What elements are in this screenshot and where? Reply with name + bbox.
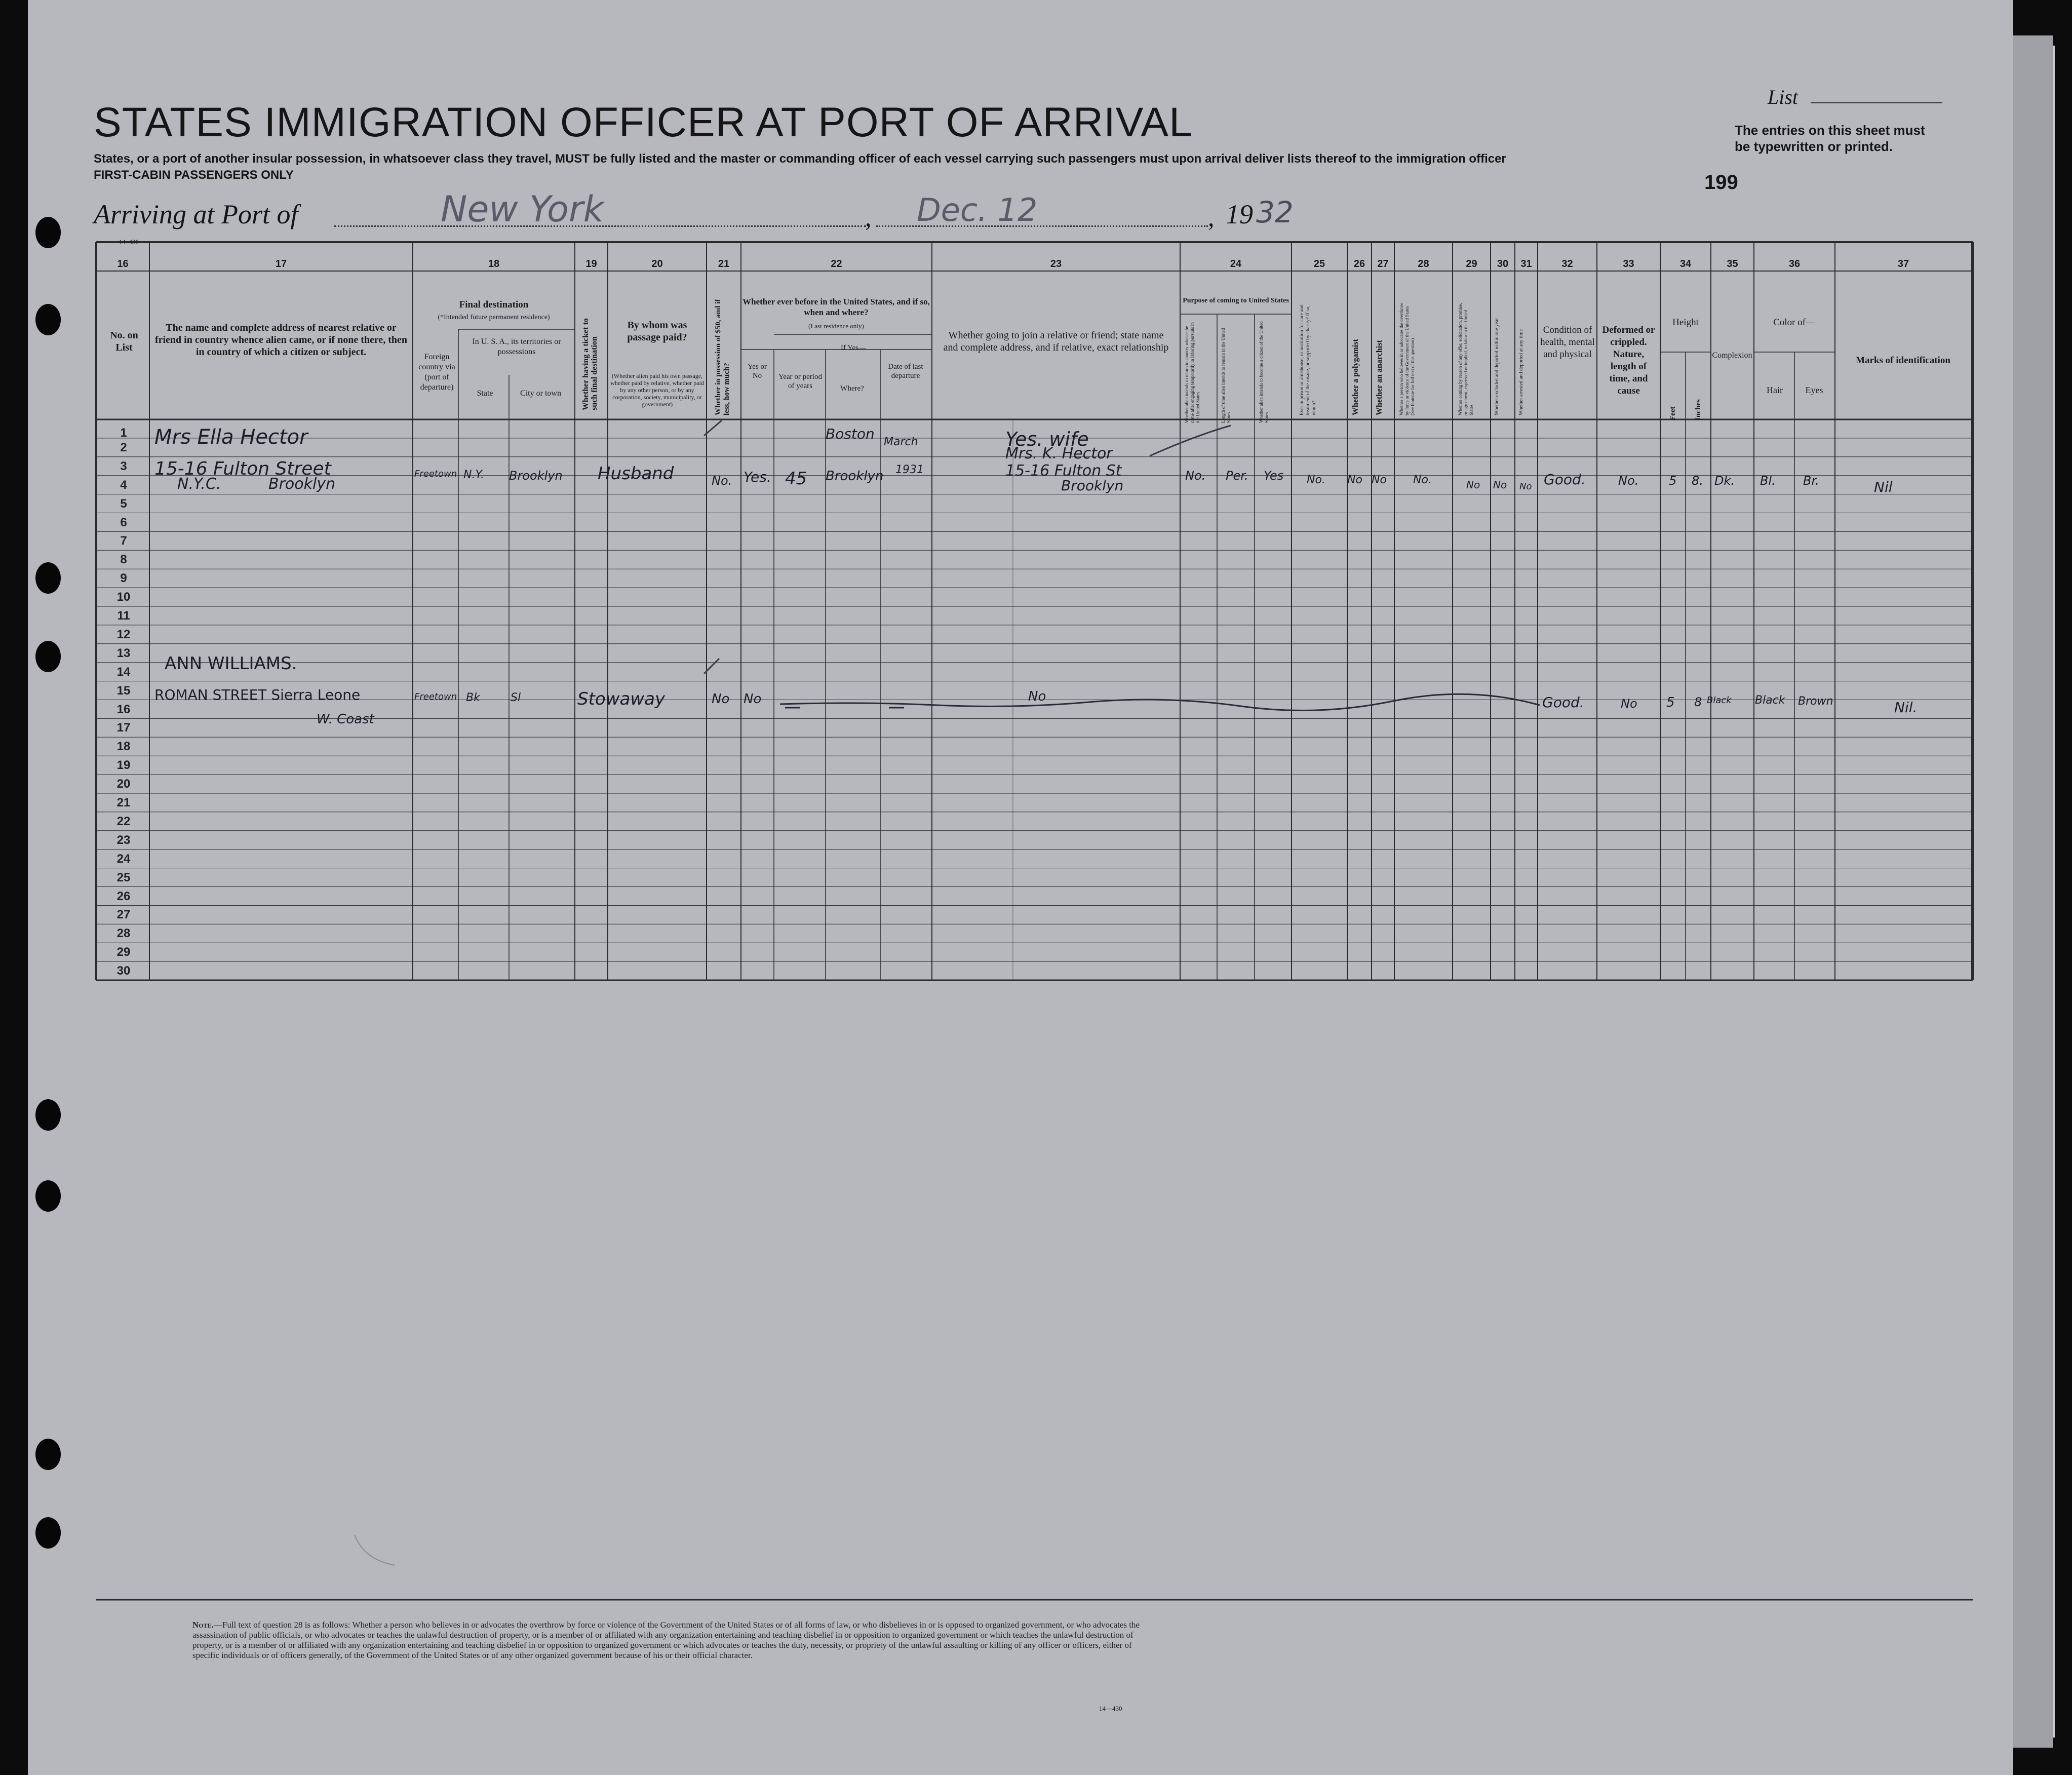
entry1-address: 15-16 Fulton Street	[154, 458, 331, 479]
entries-note-2: be typewritten or printed.	[1735, 139, 1893, 154]
entry1-where: Brooklyn	[826, 469, 884, 484]
column-number-17: 17	[275, 258, 287, 269]
header-state: State	[477, 389, 493, 398]
entry1-inches: 8.	[1692, 474, 1703, 488]
form-code-bottom: 14—430	[1099, 1705, 1122, 1712]
row-number: 23	[116, 833, 131, 847]
entry7-deformed: No	[1621, 697, 1637, 711]
entry1-c28: No.	[1413, 474, 1432, 486]
entry7-complexion: Black	[1707, 695, 1732, 706]
column-number-16: 16	[117, 258, 129, 269]
footnote-label: Note.	[192, 1620, 214, 1630]
header-hair: Hair	[1767, 385, 1783, 395]
header-arrested: Whether arrested and deported at any time	[1518, 329, 1524, 415]
row-number: 28	[116, 927, 131, 941]
entry1-c29: No	[1466, 479, 1480, 491]
entry7-paid-by: Stowaway	[577, 689, 666, 709]
header-height: Height	[1672, 317, 1699, 328]
entry7-inches: 8	[1694, 695, 1702, 709]
header-eyes: Eyes	[1805, 385, 1823, 395]
row-number: 4	[120, 478, 127, 492]
row-number: 20	[116, 777, 131, 791]
entry7-health: Good.	[1542, 694, 1584, 711]
column-number-36: 36	[1788, 258, 1801, 269]
header-excluded: Whether excluded and deported within one year	[1494, 318, 1500, 415]
column-number-24: 24	[1230, 258, 1242, 269]
row-number: 13	[116, 646, 131, 660]
entry1-join-2: Mrs. K. Hector	[1005, 445, 1113, 462]
column-number-23: 23	[1050, 258, 1062, 269]
header-ticket: Whether having a ticket to such final destination	[581, 318, 599, 410]
header-possession-50: Whether in possession of $50, and if less, how much?	[714, 299, 731, 415]
header-foreign-country: Foreign country via (port of departure)	[418, 353, 455, 392]
entry1-city: N.Y.C.	[177, 475, 221, 493]
arriving-label: Arriving at Port of	[94, 199, 298, 229]
header-join-relative: Whether going to join a relative or friend; state name and complete address, and if relative, exact relationship	[943, 330, 1169, 353]
entry1-where-top: Boston	[826, 426, 875, 442]
header-health: Condition of health, mental and physical	[1540, 325, 1595, 360]
header-no-on-list: No. on List	[110, 330, 138, 353]
entry1-c31: No	[1519, 481, 1532, 492]
header-passage-paid-note: (Whether alien paid his own passage, whether paid by relative, whether paid by any other person, or by any corporation, society, municipality, or government)	[610, 372, 704, 408]
entry1-c24b: Per.	[1226, 469, 1248, 483]
row-number: 6	[120, 515, 127, 529]
header-inches: Inches	[1694, 399, 1702, 420]
header-date-last-departure: Date of last departure	[888, 363, 923, 380]
header-deformed: Deformed or crippled. Nature, length of time, and cause	[1602, 325, 1655, 396]
entry1-c25: No.	[1307, 474, 1325, 486]
row-number: 15	[116, 683, 131, 698]
entries-note-1: The entries on this sheet must	[1735, 123, 1925, 138]
row-number: 24	[116, 852, 131, 866]
entry1-c24c: Yes	[1264, 469, 1284, 483]
row-number: 7	[120, 534, 127, 548]
row-number: 30	[116, 964, 131, 978]
row-number: 21	[116, 796, 131, 809]
row-number: 14	[116, 665, 131, 679]
port-handwritten: New York	[441, 188, 604, 230]
entry7-feet: 5	[1666, 695, 1675, 710]
entry1-c27: No	[1372, 474, 1387, 486]
header-purpose-return: Whether alien intends to return to country whence he came after engaging temporarily in laboring pursuits in the United States	[1184, 322, 1200, 423]
header-purpose-length: Length of time alien intends to remain in the United States	[1221, 328, 1231, 423]
entry1-years: 45	[785, 469, 807, 489]
column-number-31: 31	[1520, 258, 1532, 269]
row-number: 26	[116, 889, 131, 903]
header-prison: Ever in prison or almshouse, or institution for care and treatment of the insane, or supported by charity? If so, which?	[1299, 304, 1317, 415]
page-title: STATES IMMIGRATION OFFICER AT PORT OF ARRIVAL	[94, 99, 1193, 145]
entry1-foreign: Freetown	[414, 469, 457, 479]
entry1-c26: No	[1347, 474, 1362, 486]
header-city: City or town	[520, 389, 561, 398]
column-number-28: 28	[1418, 258, 1429, 269]
header-complexion: Complexion	[1712, 351, 1752, 360]
row-number: 3	[120, 459, 127, 473]
entry1-hair: Bl.	[1760, 474, 1776, 488]
header-nearest-relative: The name and complete address of nearest relative or friend in country whence alien came, or if none there, then in country of which a citizen or subject.	[154, 322, 408, 358]
entry7-eyes: Brown	[1798, 695, 1833, 708]
footnote	[192, 1620, 1155, 1661]
entry1-yes-no: Yes.	[744, 469, 771, 485]
entry1-name: Mrs Ella Hector	[154, 426, 308, 449]
header-before-in-us: Whether ever before in the United States, and if so, when and where?	[742, 297, 930, 317]
entry7-address: ROMAN STREET Sierra Leone	[154, 686, 361, 703]
sheet-number: 199	[1704, 171, 1738, 194]
row-number: 1	[120, 426, 127, 440]
row-number: 29	[116, 945, 131, 959]
header-final-destination-note: (*Intended future permanent residence)	[438, 314, 550, 321]
row-number: 8	[120, 553, 127, 567]
column-number-30: 30	[1497, 258, 1509, 269]
entry7-foreign: Freetown	[414, 691, 457, 702]
header-last-residence: (Last residence only)	[808, 322, 864, 330]
header-labor-offer: Whether coming by reason of any offer, solicitation, promise, or agreement, expressed or implied, to labor in the United States	[1458, 303, 1474, 415]
column-number-32: 32	[1561, 258, 1573, 269]
entry7-coast: W. Coast	[317, 712, 374, 727]
entry7-name: ANN WILLIAMS.	[165, 653, 297, 674]
row-number: 9	[120, 571, 127, 586]
header-purpose: Purpose of coming to United States	[1183, 297, 1289, 304]
column-number-33: 33	[1623, 258, 1634, 269]
entry1-join-4: Brooklyn	[1061, 477, 1124, 494]
year-handwritten: 32	[1256, 195, 1294, 229]
row-number: 12	[116, 627, 131, 641]
entry1-marks: Nil	[1874, 479, 1893, 495]
column-number-26: 26	[1353, 258, 1365, 269]
header-feet: Feet	[1669, 406, 1677, 420]
row-number: 5	[120, 496, 127, 511]
entry1-date: 1931	[895, 464, 924, 476]
header-polygamist: Whether a polygamist	[1351, 339, 1360, 415]
row-number: 11	[117, 609, 130, 623]
entry1-join-1: Yes. wife	[1005, 428, 1089, 450]
entry7-city-town: Sl	[511, 691, 521, 704]
entry7-yes-no: No	[744, 691, 762, 707]
class-line: FIRST-CABIN PASSENGERS ONLY	[94, 168, 294, 182]
column-number-25: 25	[1313, 258, 1325, 269]
entry1-complexion: Dk.	[1714, 474, 1735, 488]
entry1-date-top: March	[884, 436, 918, 448]
column-number-29: 29	[1466, 258, 1477, 269]
row-number: 18	[116, 740, 131, 754]
page-subtitle: States, or a port of another insular possession, in whatsoever class they travel, MUST be fully listed and the master or commanding officer of each vessel carrying such passengers must upon arrival deliver lists thereof to the immigration officer	[94, 152, 1506, 166]
row-number: 25	[116, 870, 131, 884]
row-number: 2	[120, 440, 127, 454]
year-prefix: 19	[1226, 199, 1253, 229]
entry1-join-3: 15-16 Fulton St	[1005, 462, 1122, 480]
list-label: List	[1768, 86, 1799, 108]
entry7-marks: Nil.	[1894, 699, 1918, 716]
column-number-19: 19	[585, 258, 597, 269]
entry1-city-town: Brooklyn	[509, 469, 563, 483]
header-purpose-citizen: Whether alien intends to become a citizen of the United States	[1259, 321, 1269, 423]
header-overthrow: Whether a person who believes in or advocates the overthrow by force or violence of the Government of the United States (See footnote for full text of this question)	[1399, 302, 1415, 415]
column-number-22: 22	[831, 258, 842, 269]
entry1-c30: No	[1493, 479, 1507, 491]
entry1-eyes: Br.	[1803, 474, 1819, 488]
row-number: 27	[116, 908, 131, 922]
entry1-paid-by: Husband	[598, 464, 674, 484]
header-year-period: Year or period of years	[778, 373, 822, 390]
entry1-health: Good.	[1544, 471, 1586, 488]
header-where: Where?	[840, 384, 864, 393]
header-passage-paid: By whom was passage paid?	[627, 320, 687, 343]
column-number-21: 21	[718, 258, 730, 269]
column-number-27: 27	[1377, 258, 1389, 269]
entry1-money: No.	[712, 474, 732, 488]
header-yes-or-no: Yes or No	[747, 363, 767, 380]
column-number-34: 34	[1679, 258, 1692, 269]
row-number: 16	[116, 702, 131, 716]
column-number-18: 18	[488, 258, 500, 269]
header-color-of: Color of—	[1773, 317, 1815, 328]
form-code-top: 14–430	[119, 238, 139, 246]
column-number-37: 37	[1897, 258, 1909, 269]
entry1-state: N.Y.	[463, 469, 485, 481]
row-number: 17	[116, 721, 131, 735]
row-number: 22	[116, 814, 131, 828]
header-marks: Marks of identification	[1856, 355, 1950, 366]
header-in-usa: In U. S. A., its territories or possessions	[472, 337, 561, 356]
row-number: 19	[116, 758, 131, 773]
column-number-20: 20	[651, 258, 663, 269]
row-number: 10	[116, 590, 131, 604]
entry7-state: Bk	[466, 691, 480, 704]
entry7-money: No	[712, 691, 730, 707]
header-anarchist: Whether an anarchist	[1375, 340, 1384, 415]
date-handwritten: Dec. 12	[917, 191, 1038, 228]
header-if-yes: If Yes—	[840, 344, 866, 352]
footnote-text: —Full text of question 28 is as follows: Whether a person who believes in or advocates the overthrow by force or violence of the Government of the United States or of all forms of law, or who disbelieves in or is opposed to organized government, or who advocates the assassination of public officials, or who advocates or teaches the unlawful destruction of property, or is a member of or affiliated with any organization entertaining and teaching disbelief in or opposition to organized government or which teaches the unlawful destruction of property, or is a member of or affiliated with any organization entertaining and teaching disbelief in or opposition to organized government or which advocates or teaches the duty, necessity, or propriety of the unlawful assaulting or killing of any officer or officers, either of specific individuals or of officers generally, of the Government of the United States or of any other organized government because of his or their official character.	[192, 1620, 1140, 1660]
header-final-destination: Final destination	[459, 299, 529, 310]
column-number-35: 35	[1727, 258, 1738, 269]
entry1-c24a: No.	[1185, 469, 1206, 483]
entry7-hair: Black	[1755, 694, 1785, 707]
entry1-feet: 5	[1669, 474, 1677, 488]
entry7-join: No	[1028, 689, 1046, 704]
entry1-deformed: No.	[1618, 474, 1639, 488]
entry1-borough: Brooklyn	[268, 475, 336, 493]
